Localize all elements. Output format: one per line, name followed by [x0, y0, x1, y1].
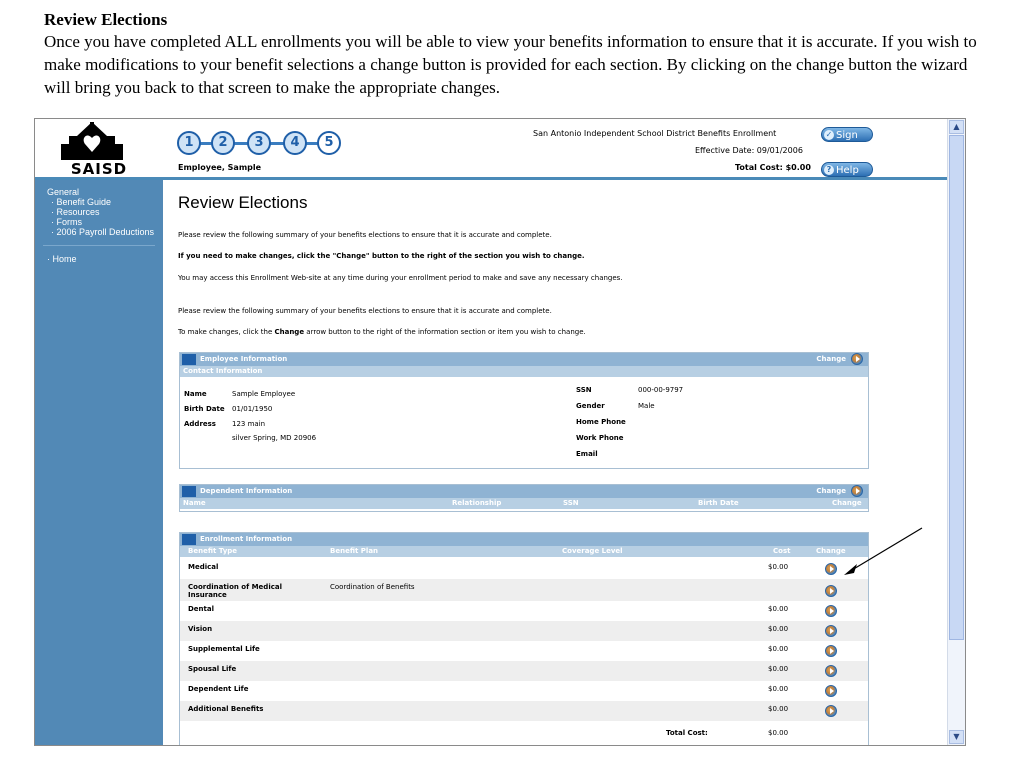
contact-info-subheader: Contact Information	[180, 366, 868, 377]
enrollment-row-medical	[180, 559, 868, 579]
benefit-cost: $0.00	[768, 685, 789, 693]
intro-text-5-pre: To make changes, click the	[178, 328, 275, 336]
benefit-type: Medical	[188, 563, 219, 571]
benefit-type: Coordination of Medical Insurance	[188, 583, 282, 599]
sidebar-item-resources[interactable]: · Resources	[51, 207, 100, 217]
address-line-2: silver Spring, MD 20906	[232, 434, 317, 442]
birth-date-label: Birth Date	[184, 405, 225, 413]
sidebar-item-forms[interactable]: · Forms	[51, 217, 82, 227]
step-4[interactable]: 4	[283, 131, 307, 155]
ssn-value: 000-00-9797	[638, 386, 684, 394]
benefit-plan: Coordination of Benefits	[330, 583, 415, 591]
col-change: Change	[816, 547, 846, 555]
benefit-cost: $0.00	[768, 605, 789, 613]
address-label: Address	[184, 420, 216, 428]
intro-text-3: You may access this Enrollment Web-site at any time during your enrollment period to make and save any necessary changes.	[178, 274, 623, 282]
employee-change-label[interactable]: Change	[816, 355, 846, 363]
home-phone-label: Home Phone	[576, 418, 626, 426]
scroll-up-icon[interactable]: ▲	[949, 120, 964, 134]
intro-text-5	[178, 328, 586, 336]
dependent-change-label[interactable]: Change	[816, 487, 846, 495]
logo-text: SAISD	[70, 160, 128, 178]
scroll-thumb[interactable]	[949, 135, 964, 640]
gender-label: Gender	[576, 402, 605, 410]
dependent-icon	[182, 486, 196, 497]
benefit-cost: $0.00	[768, 645, 789, 653]
enrollment-row-supplemental-life	[180, 641, 868, 661]
col-cost: Cost	[773, 547, 791, 555]
enrollment-row-dental	[180, 601, 868, 621]
intro-text-4: Please review the following summary of your benefits elections to ensure that it is accurate and complete.	[178, 307, 552, 315]
intro-text-5-post: arrow button to the right of the information section or item you wish to change.	[304, 328, 586, 336]
enrollment-total-row	[180, 725, 868, 745]
change-vision-button[interactable]	[825, 625, 837, 637]
enrollment-row-dependent-life	[180, 681, 868, 701]
document-body: Once you have completed ALL enrollments you will be able to view your benefits information to ensure that it is accurate. If you wish to make modifications to your benefit selections a change button is provided for each section. By clicking on the change button the wizard will bring you back to that screen to make the appropriate changes.	[44, 32, 977, 97]
page-title: Review Elections	[178, 193, 308, 212]
document-header	[44, 10, 984, 99]
enrollment-info-header	[180, 533, 868, 546]
intro-text-5-bold: Change	[274, 328, 305, 336]
change-supplemental-life-button[interactable]	[825, 645, 837, 657]
benefit-cost: $0.00	[768, 625, 789, 633]
total-cost-value: $0.00	[768, 729, 789, 737]
sidebar-section-general: General	[47, 187, 80, 197]
enrollment-icon	[182, 534, 196, 545]
dependent-change-button[interactable]	[851, 485, 863, 497]
col-benefit-plan: Benefit Plan	[330, 547, 379, 555]
help-icon: ?	[824, 165, 834, 175]
scroll-down-icon[interactable]: ▼	[949, 730, 964, 744]
vertical-scrollbar[interactable]	[947, 119, 965, 745]
step-3[interactable]: 3	[247, 131, 271, 155]
benefit-cost: $0.00	[768, 563, 789, 571]
step-5[interactable]: 5	[317, 131, 341, 155]
header-total-cost: Total Cost: $0.00	[735, 163, 811, 172]
benefit-type: Supplemental Life	[188, 645, 260, 653]
enrollment-info-title: Enrollment Information	[200, 535, 293, 543]
change-dental-button[interactable]	[825, 605, 837, 617]
ssn-label: SSN	[576, 386, 592, 394]
col-relationship: Relationship	[452, 499, 502, 507]
main-content	[175, 180, 945, 745]
sidebar-item-payroll-deductions[interactable]: · 2006 Payroll Deductions	[51, 227, 155, 237]
benefit-type: Dependent Life	[188, 685, 249, 693]
intro-text-2: If you need to make changes, click the "Change" button to the right of the section you wish to change.	[178, 252, 585, 260]
benefit-type: Dental	[188, 605, 215, 613]
employee-info-header	[180, 353, 868, 366]
sign-out-label: Sign Out	[836, 130, 858, 156]
dependent-info-title: Dependent Information	[200, 487, 293, 495]
dependent-info-panel	[179, 484, 869, 512]
document-title: Review Elections	[44, 10, 168, 29]
benefit-cost: $0.00	[768, 705, 789, 713]
saisd-logo	[35, 119, 163, 177]
gender-value: Male	[638, 402, 655, 410]
enrollment-row-additional-benefits	[180, 701, 868, 721]
top-header	[35, 119, 947, 180]
birth-date-value: 01/01/1950	[232, 405, 273, 413]
enrollment-row-coordination	[180, 579, 868, 601]
col-ssn: SSN	[563, 499, 579, 507]
step-1[interactable]: 1	[177, 131, 201, 155]
help-label: Help	[836, 165, 859, 176]
employee-change-button[interactable]	[851, 353, 863, 365]
browser-window	[34, 118, 966, 746]
district-title: San Antonio Independent School District Benefits Enrollment	[533, 129, 777, 138]
sidebar-item-home[interactable]: · Home	[47, 254, 77, 264]
name-value: Sample Employee	[232, 390, 296, 398]
enrollment-row-vision	[180, 621, 868, 641]
col-name: Name	[183, 499, 206, 507]
benefit-type: Spousal Life	[188, 665, 237, 673]
school-building-icon	[61, 122, 123, 160]
step-2[interactable]: 2	[211, 131, 235, 155]
benefit-type: Vision	[188, 625, 213, 633]
enrollment-info-panel	[179, 532, 869, 746]
col-coverage-level: Coverage Level	[562, 547, 623, 555]
sidebar-item-benefit-guide[interactable]: · Benefit Guide	[51, 197, 112, 207]
benefit-cost: $0.00	[768, 665, 789, 673]
benefit-type: Additional Benefits	[188, 705, 264, 713]
enrollment-columns	[180, 546, 868, 557]
change-coordination-button[interactable]	[825, 585, 837, 597]
col-birth-date: Birth Date	[698, 499, 739, 507]
sign-out-button[interactable]	[821, 127, 873, 156]
sidebar	[35, 180, 163, 745]
intro-text-1: Please review the following summary of your benefits elections to ensure that it is accurate and complete.	[178, 231, 552, 239]
change-dependent-life-button[interactable]	[825, 685, 837, 697]
total-cost-label: Total Cost:	[666, 729, 708, 737]
col-benefit-type: Benefit Type	[188, 547, 238, 555]
enrollment-row-spousal-life	[180, 661, 868, 681]
dependent-info-header	[180, 485, 868, 498]
help-button[interactable]	[821, 162, 873, 177]
change-spousal-life-button[interactable]	[825, 665, 837, 677]
sign-out-icon: ✓	[825, 130, 833, 139]
employee-info-title: Employee Information	[200, 355, 288, 363]
work-phone-label: Work Phone	[576, 434, 624, 442]
name-label: Name	[184, 390, 207, 398]
email-label: Email	[576, 450, 598, 458]
col-change: Change	[832, 499, 862, 507]
dependent-columns	[180, 498, 868, 509]
employee-name: Employee, Sample	[178, 163, 262, 172]
employee-info-panel	[179, 352, 869, 469]
effective-date: Effective Date: 09/01/2006	[695, 146, 803, 155]
address-line-1: 123 main	[232, 420, 266, 428]
employee-icon	[182, 354, 196, 365]
change-additional-benefits-button[interactable]	[825, 705, 837, 717]
wizard-steps	[177, 131, 357, 155]
annotation-arrow-icon	[830, 522, 930, 582]
